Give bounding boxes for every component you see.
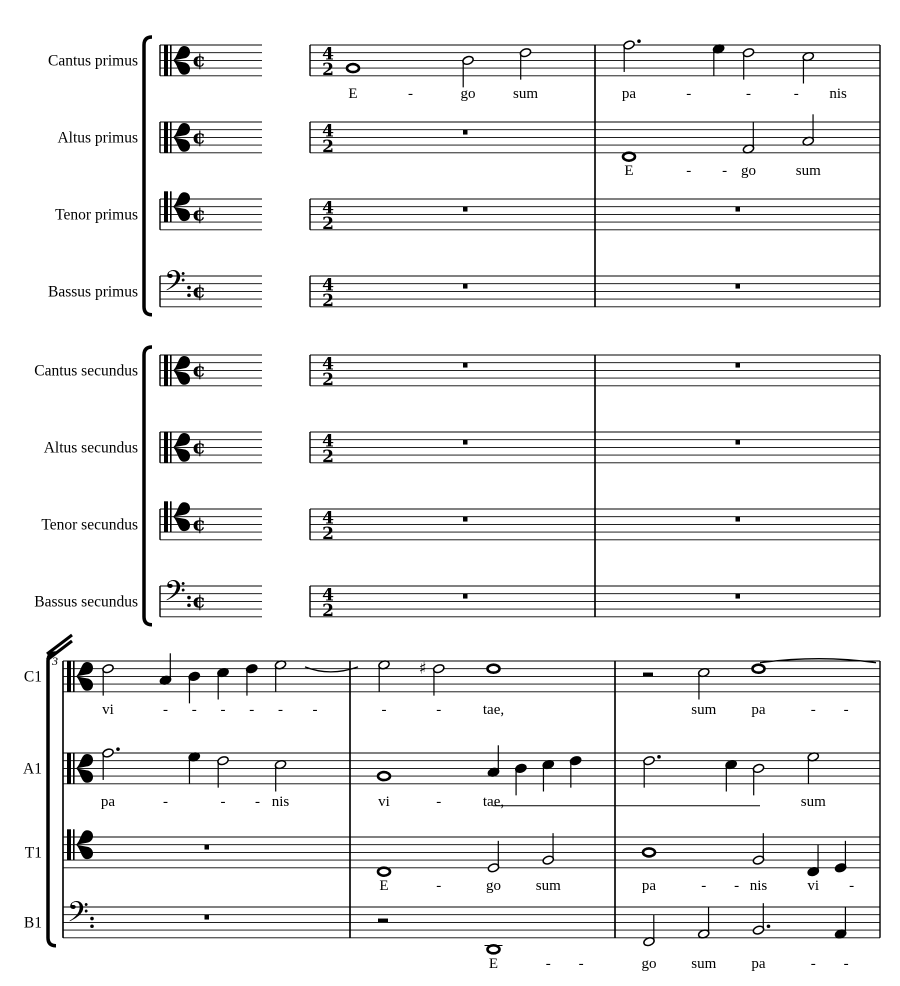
c-clef-curve	[173, 502, 190, 516]
half-rest	[643, 673, 653, 677]
lyric-syllable: -	[722, 162, 728, 179]
lyric-syllable: E	[379, 877, 389, 894]
lyric-syllable: -	[220, 701, 226, 718]
cut-time-icon: ¢	[192, 201, 206, 226]
c-clef-curve	[173, 370, 190, 384]
lyric-syllable: -	[436, 877, 442, 894]
c-clef-curve	[76, 845, 93, 859]
c-clef-bar	[164, 45, 168, 76]
bass-clef-dot	[90, 917, 94, 921]
c-clef-bar	[170, 45, 172, 76]
lyric-syllable: -	[810, 701, 816, 718]
c-clef-bar	[164, 432, 168, 463]
lyric-syllable: pa	[641, 877, 657, 894]
lyric-syllable: -	[220, 793, 226, 810]
meter-top: 4	[322, 508, 334, 529]
c-clef-bar	[164, 355, 168, 386]
staff-label: Cantus secundus	[34, 362, 138, 380]
lyric-syllable: E	[488, 955, 499, 972]
meter-top: 4	[322, 121, 334, 142]
sharp-icon: ♯	[418, 658, 427, 678]
lyric-syllable: -	[734, 877, 740, 894]
lyric-syllable: -	[849, 877, 855, 894]
c-clef-bar	[170, 191, 172, 222]
lyric-syllable: sum	[691, 701, 717, 718]
c-clef-bar	[67, 661, 71, 692]
notehead	[643, 848, 655, 856]
lyric-syllable: tae,	[482, 793, 505, 810]
lyric-syllable: -	[843, 701, 849, 718]
whole-rest	[736, 284, 741, 289]
c-clef-curve	[173, 60, 190, 74]
augmentation-dot	[637, 39, 641, 43]
lyric-syllable: -	[312, 701, 318, 718]
lyric-syllable: sum	[795, 162, 821, 179]
meter-bottom: 2	[322, 446, 334, 467]
whole-rest	[736, 440, 741, 445]
lyric-syllable: sum	[535, 877, 561, 894]
augmentation-dot	[657, 755, 661, 759]
staff-label: Altus secundus	[43, 439, 138, 457]
lyric-syllable: -	[249, 701, 255, 718]
lyric-syllable: vi	[807, 877, 820, 894]
meter-bottom: 2	[322, 369, 334, 390]
lyric-syllable: tae,	[482, 701, 505, 718]
lyric-syllable: -	[163, 701, 168, 718]
c-clef-bar	[164, 122, 168, 153]
cut-time-icon: ¢	[192, 434, 206, 459]
lyric-syllable: -	[701, 877, 707, 894]
whole-rest	[463, 363, 468, 368]
augmentation-dot	[767, 924, 771, 928]
c-clef-bar	[164, 501, 168, 532]
meter-bottom: 2	[322, 290, 334, 311]
c-clef-bar	[164, 191, 168, 222]
bass-clef-dot	[187, 603, 191, 607]
lyric-syllable: sum	[691, 955, 717, 972]
c-clef-curve	[76, 676, 93, 690]
c-clef-curve	[173, 356, 190, 370]
lyric-syllable: -	[686, 85, 692, 102]
c-clef-curve	[76, 768, 93, 782]
notehead	[378, 772, 390, 780]
lyric-syllable: nis	[829, 85, 847, 102]
c-clef-curve	[173, 192, 190, 206]
lyric-syllable: go	[486, 877, 501, 894]
notehead	[488, 945, 500, 953]
lyric-syllable: vi	[102, 701, 114, 718]
bass-clef-dot	[187, 286, 191, 290]
notehead	[488, 665, 500, 673]
staff-label: Cantus primus	[48, 52, 138, 70]
c-clef-bar	[67, 753, 71, 784]
c-clef-curve	[76, 830, 93, 844]
bass-clef-dot	[90, 924, 94, 928]
c-clef-bar	[170, 432, 172, 463]
c-clef-curve	[173, 137, 190, 151]
notehead	[378, 868, 390, 876]
c-clef-curve	[173, 123, 190, 137]
c-clef-curve	[76, 662, 93, 676]
lyric-syllable: pa	[751, 701, 766, 718]
cut-time-icon: ¢	[192, 357, 206, 382]
meter-top: 4	[322, 44, 334, 65]
half-rest	[378, 919, 388, 923]
cut-time-icon: ¢	[192, 511, 206, 536]
lyric-syllable: vi	[378, 793, 390, 810]
meter-bottom: 2	[322, 136, 334, 157]
lyric-syllable: pa	[751, 955, 766, 972]
whole-rest	[736, 594, 741, 599]
c-clef-bar	[73, 753, 75, 784]
lyric-syllable: pa	[621, 85, 637, 102]
whole-rest	[736, 517, 741, 522]
meter-bottom: 2	[322, 523, 334, 544]
meter-top: 4	[322, 275, 334, 296]
meter-top: 4	[322, 198, 334, 219]
lyric-syllable: -	[255, 793, 260, 810]
lyric-syllable: go	[741, 162, 756, 179]
meter-bottom: 2	[322, 600, 334, 621]
notehead	[623, 153, 635, 161]
lyric-syllable: nis	[271, 793, 290, 810]
whole-rest	[463, 130, 468, 135]
lyric-syllable: -	[810, 955, 816, 972]
lyric-syllable: -	[746, 85, 751, 102]
c-clef-curve	[173, 517, 190, 531]
c-clef-curve	[76, 754, 93, 768]
lyric-syllable: -	[686, 162, 692, 179]
c-clef-bar	[170, 122, 172, 153]
lyric-syllable: -	[278, 701, 283, 718]
bass-clef-dot	[187, 293, 191, 297]
cut-time-icon: ¢	[192, 124, 206, 149]
lyric-syllable: nis	[749, 877, 768, 894]
notehead	[347, 64, 359, 72]
augmentation-dot	[116, 747, 120, 751]
lyric-syllable: -	[578, 955, 584, 972]
whole-rest	[736, 207, 741, 212]
meter-bottom: 2	[322, 213, 334, 234]
lyric-syllable: sum	[800, 793, 826, 810]
cut-time-icon: ¢	[192, 47, 206, 72]
c-clef-curve	[173, 46, 190, 60]
staff-label: Tenor primus	[55, 206, 138, 224]
c-clef-bar	[170, 355, 172, 386]
whole-rest	[463, 284, 468, 289]
whole-rest	[205, 845, 210, 850]
bass-clef-icon: 𝄢	[67, 896, 89, 937]
lyric-syllable: go	[460, 85, 476, 102]
system-bracket	[144, 347, 152, 625]
c-clef-bar	[73, 661, 75, 692]
staff-label: A1	[23, 760, 42, 778]
measure-number: 3	[52, 654, 58, 668]
bass-clef-dot	[187, 596, 191, 600]
lyric-syllable: E	[624, 162, 634, 179]
lyric-syllable: -	[436, 793, 442, 810]
c-clef-bar	[170, 501, 172, 532]
lyric-syllable: -	[381, 701, 387, 718]
cut-time-icon: ¢	[192, 278, 206, 303]
whole-rest	[463, 594, 468, 599]
lyric-syllable: go	[641, 955, 657, 972]
staff-label: Bassus secundus	[34, 593, 138, 611]
c-clef-curve	[173, 207, 190, 221]
staff-label: Altus primus	[57, 129, 138, 147]
staff-label: Tenor secundus	[41, 516, 138, 534]
notehead	[753, 665, 765, 673]
staff-label: Bassus primus	[48, 283, 138, 301]
lyric-syllable: -	[191, 701, 197, 718]
staff-label: C1	[23, 668, 42, 686]
lyric-syllable: -	[793, 85, 799, 102]
meter-top: 4	[322, 354, 334, 375]
whole-rest	[736, 363, 741, 368]
c-clef-bar	[73, 829, 75, 860]
whole-rest	[463, 207, 468, 212]
c-clef-bar	[67, 829, 71, 860]
lyric-syllable: sum	[512, 85, 539, 102]
lyric-syllable: E	[348, 85, 358, 102]
whole-rest	[463, 440, 468, 445]
lyric-syllable: pa	[100, 793, 116, 810]
bass-clef-icon: 𝄢	[164, 575, 186, 616]
meter-bottom: 2	[322, 59, 334, 80]
lyric-syllable: -	[843, 955, 849, 972]
system-bracket	[48, 653, 56, 946]
staff-label: T1	[24, 844, 42, 862]
meter-top: 4	[322, 431, 334, 452]
lyric-syllable: -	[545, 955, 551, 972]
c-clef-curve	[173, 447, 190, 461]
whole-rest	[205, 915, 210, 920]
lyric-syllable: -	[408, 85, 413, 102]
bass-clef-icon: 𝄢	[164, 265, 186, 306]
c-clef-curve	[173, 433, 190, 447]
system-bracket	[144, 37, 152, 315]
lyric-syllable: -	[163, 793, 168, 810]
staff-label: B1	[23, 914, 42, 932]
cut-time-icon: ¢	[192, 588, 206, 613]
whole-rest	[463, 517, 468, 522]
meter-top: 4	[322, 585, 334, 606]
lyric-syllable: -	[436, 701, 442, 718]
